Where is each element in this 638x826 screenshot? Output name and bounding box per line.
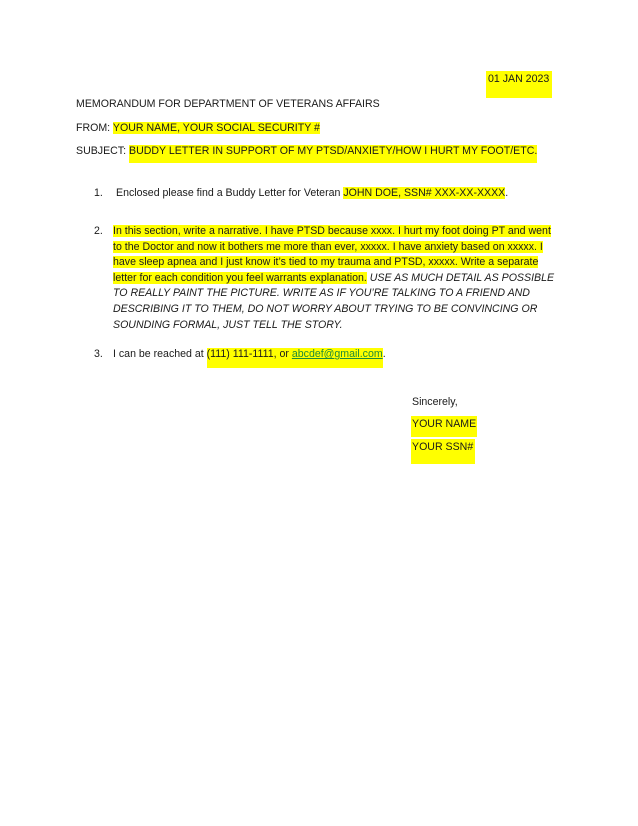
subject-label: SUBJECT: [76,145,127,157]
from-label: FROM: [76,122,111,134]
from-value: YOUR NAME, YOUR SOCIAL SECURITY # [112,122,320,134]
subject-value: BUDDY LETTER IN SUPPORT OF MY PTSD/ANXIETY/HOW I HURT MY FOOT/ETC. [129,145,537,163]
item-1-text-after: . [505,187,509,199]
item-2-narrative-highlight: In this section, write a narrative. I have PTSD because xxxx. I hurt my foot doing PT and went to the Doctor and now it bothers me more than ever, xxxxx. I have anxiety based on xxxxx. I have sleep apnea and I just know it’s tied to my trauma and PTSD, xxxxx. Write a separate letter for each condition you feel warrants explanation. [113,225,551,284]
closing-sincerely: Sincerely, [412,396,458,408]
item-1-text-before: Enclosed please find a Buddy Letter for Veteran [116,187,341,199]
item-2-narrative [113,224,560,333]
item-1-number: 1. [94,187,103,199]
memo-date: 01 JAN 2023 [486,71,552,98]
contact-phone: (111) 111-1111, or [207,348,289,368]
item-2-number: 2. [94,225,103,237]
subject-line [76,144,537,160]
contact-email-highlight [289,348,383,368]
from-line [76,121,320,137]
item-3-text-before: I can be reached at [113,348,204,360]
memorandum-for-line: MEMORANDUM FOR DEPARTMENT OF VETERANS AFFAIRS [76,98,380,110]
signature-ssn: YOUR SSN# [411,439,475,464]
item-1-text [116,186,508,202]
item-3-text-after: . [382,348,386,360]
item-3-contact-line [113,347,386,363]
signature-name: YOUR NAME [411,416,477,437]
item-3-number: 3. [94,348,103,360]
item-2-instructions-italic: USE AS MUCH DETAIL AS POSSIBLE TO REALLY PAINT THE PICTURE. WRITE AS IF YOU’RE TALKING TO A FRIEND AND DESCRIBING IT TO THEM, DO NOT WORRY ABOUT TRYING TO BE CONVINCING OR SOUNDING FORMAL, JUST TELL THE STORY. [113,271,555,331]
item-1-veteran-highlight: JOHN DOE, SSN# XXX-XX-XXXX [343,187,506,199]
contact-email-link[interactable]: abcdef@gmail.com [291,348,383,360]
